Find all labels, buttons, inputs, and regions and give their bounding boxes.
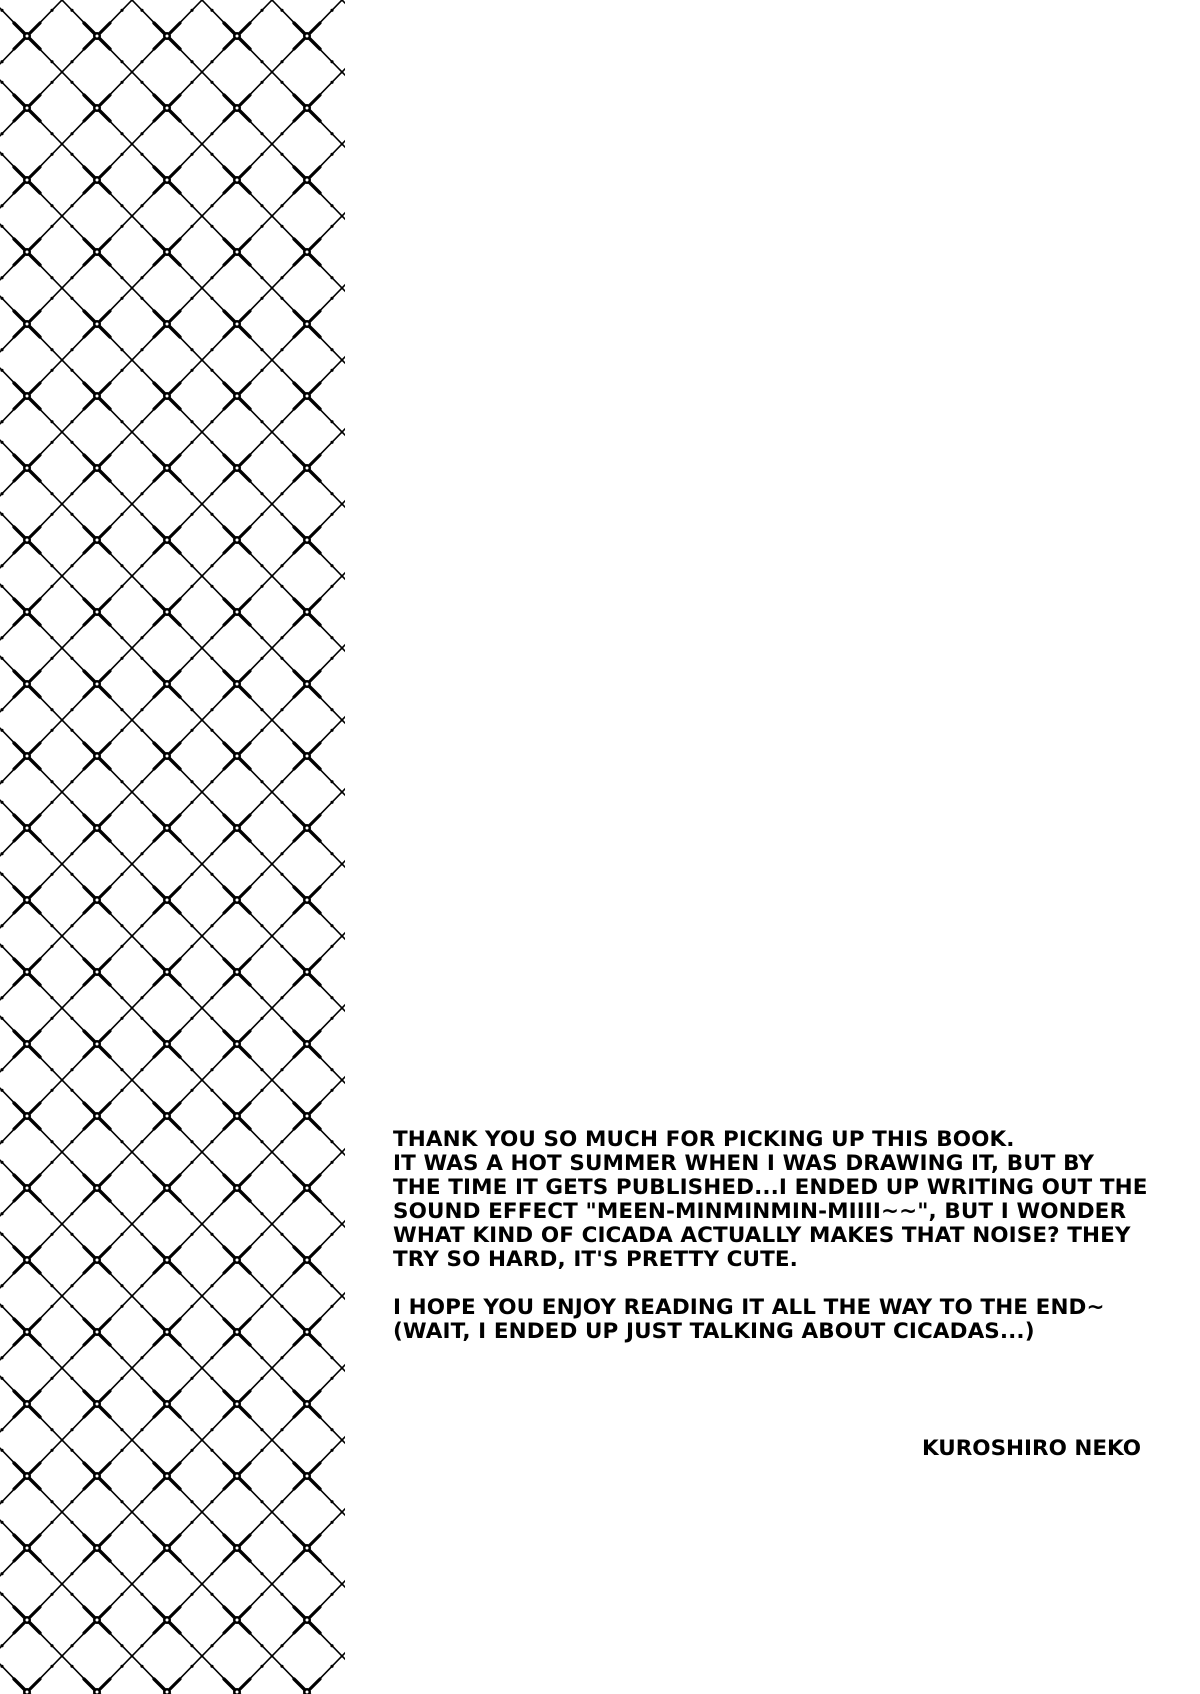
decorative-pattern-strip <box>0 0 345 1694</box>
afterword-paragraph-2: I HOPE YOU ENJOY READING IT ALL THE WAY TO THE END~ (WAIT, I ENDED UP JUST TALKING ABOUT CICADAS...) <box>393 1295 1105 1344</box>
afterword-paragraph-1: THANK YOU SO MUCH FOR PICKING UP THIS BOOK. IT WAS A HOT SUMMER WHEN I WAS DRAWING IT, BUT BY THE TIME IT GETS PUBLISHED...I ENDED UP WRITING OUT THE SOUND EFFECT "MEEN-MINMINMIN-MIIII~~", BUT I WONDER WHAT KIND OF CICADA ACTUALLY MAKES THAT NOISE? THEY TRY SO HARD, IT'S PRETTY CUTE. <box>393 1127 1148 1272</box>
afterword-text <box>393 1128 1183 1344</box>
crossed-needle-lattice-pattern <box>0 0 345 1694</box>
author-signature: KUROSHIRO NEKO <box>922 1436 1142 1461</box>
